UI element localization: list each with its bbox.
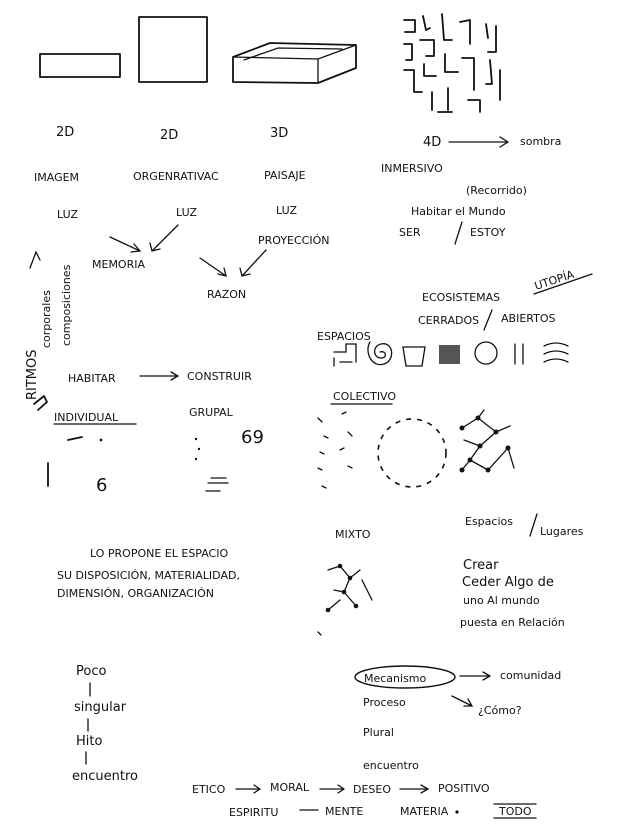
label-inmersivo: INMERSIVO <box>381 162 443 175</box>
label-memoria: MEMORIA <box>92 258 146 271</box>
label-corporales: corporales <box>40 290 53 348</box>
text-propone-3: DIMENSIÓN, ORGANIZACIÓN <box>57 587 214 600</box>
label-proyeccion: PROYECCIÓN <box>258 234 330 247</box>
label-construir: CONSTRUIR <box>187 370 252 383</box>
label-recorrido: (Recorrido) <box>466 184 527 197</box>
symbol-cup <box>403 347 425 366</box>
label-2d-a: 2D <box>56 125 75 140</box>
label-como: ¿Cómo? <box>478 704 522 717</box>
arrow-mecanismo-comunidad <box>460 672 490 680</box>
slash-ser-estoy <box>455 222 462 244</box>
arrow-luz-to-memoria-b <box>150 225 178 251</box>
symbol-bracket <box>334 344 356 366</box>
label-2d-b: 2D <box>160 128 179 143</box>
symbol-double-line <box>515 344 523 364</box>
serie-hito: Hito <box>76 734 103 749</box>
label-todo: TODO <box>499 805 532 818</box>
colectivo-network <box>460 410 515 473</box>
label-mente: MENTE <box>325 805 364 818</box>
label-abiertos: ABIERTOS <box>501 312 556 325</box>
arrow-proyeccion-to-razon <box>240 250 266 276</box>
label-num6: 6 <box>96 475 108 496</box>
label-estoy: ESTOY <box>470 226 506 239</box>
label-paisaje: PAISAJE <box>264 169 306 182</box>
label-lugares: Lugares <box>540 525 584 538</box>
label-deseo: DESEO <box>353 783 392 796</box>
shape-3d-box <box>233 43 356 83</box>
arrow-moral-deseo <box>320 785 344 793</box>
label-imagem: IMAGEM <box>34 171 80 184</box>
label-num69: 69 <box>241 427 264 448</box>
label-individual: INDIVIDUAL <box>54 411 119 424</box>
text-propone-2: SU DISPOSICIÓN, MATERIALIDAD, <box>57 569 240 582</box>
label-espacios-lugares-a: Espacios <box>465 515 513 528</box>
label-sombra: sombra <box>520 135 562 148</box>
label-materia: MATERIA <box>400 805 449 818</box>
arrow-habitar-construir <box>140 372 178 380</box>
grupal-dot-1 <box>195 438 197 440</box>
label-luz-a: LUZ <box>57 208 78 221</box>
grupal-dot-3 <box>195 458 197 460</box>
label-comunidad: comunidad <box>500 669 562 682</box>
text-puesta-relacion: puesta en Relación <box>460 616 565 629</box>
grupal-dot-2 <box>198 448 200 450</box>
arrow-etico-moral <box>236 785 260 793</box>
symbol-waves <box>544 343 568 362</box>
bottom-dot <box>455 810 458 813</box>
arrow-luz-to-memoria <box>110 237 140 252</box>
label-cerrados: CERRADOS <box>418 314 480 327</box>
shape-2d-rectangle <box>40 54 120 77</box>
text-ceder: Ceder Algo de <box>462 575 554 590</box>
label-composiciones: composiciones <box>60 264 73 346</box>
label-utopia: UTOPÍA <box>532 267 576 293</box>
label-plural: Plural <box>363 726 394 739</box>
text-uno-mundo: uno Al mundo <box>463 594 540 607</box>
colectivo-dashes <box>318 412 352 488</box>
individual-dot <box>100 439 103 442</box>
label-ecosistemas: ECOSISTEMAS <box>422 291 501 304</box>
serie-encuentro: encuentro <box>72 769 138 784</box>
label-proceso: Proceso <box>363 696 406 709</box>
text-crear: Crear <box>463 558 499 573</box>
label-positivo: POSITIVO <box>438 782 490 795</box>
label-colectivo: COLECTIVO <box>333 390 397 403</box>
text-propone-1: LO PROPONE EL ESPACIO <box>90 547 229 560</box>
arrow-4d-to-sombra <box>449 137 508 147</box>
colectivo-dashed-circle <box>378 419 446 487</box>
label-etico: ETICO <box>192 783 226 796</box>
arrow-memoria-to-razon <box>200 258 226 276</box>
label-4d: 4D <box>423 135 442 150</box>
arrow-proceso-como <box>452 696 472 706</box>
slash-cerrados-abiertos <box>484 310 492 330</box>
label-encuentro-b: encuentro <box>363 759 419 772</box>
slash-espacios-lugares <box>530 514 537 536</box>
arrow-deseo-positivo <box>400 785 428 793</box>
mixto-figure <box>318 564 372 635</box>
symbol-circle <box>475 342 497 364</box>
label-espacios: ESPACIOS <box>317 330 371 343</box>
label-grupal: GRUPAL <box>189 406 233 419</box>
label-razon: RAZON <box>207 288 247 301</box>
serie-poco: Poco <box>76 664 107 679</box>
label-espiritu: ESPIRITU <box>229 806 279 819</box>
shape-4d-scribble <box>404 14 500 112</box>
label-moral: MORAL <box>270 781 309 794</box>
label-luz-c: LUZ <box>276 204 297 217</box>
label-mecanismo: Mecanismo <box>364 672 427 685</box>
individual-stroke <box>68 437 82 440</box>
label-habitar-mundo: Habitar el Mundo <box>411 205 506 218</box>
label-luz-b: LUZ <box>176 206 197 219</box>
serie-singular: singular <box>74 700 127 715</box>
label-mixto: MIXTO <box>335 528 371 541</box>
label-organizativo: ORGENRATIVAC <box>133 170 219 183</box>
label-3d: 3D <box>270 126 289 141</box>
symbol-hatched-square <box>439 345 460 364</box>
label-ser: SER <box>399 226 421 239</box>
symbol-spiral <box>368 342 392 365</box>
label-habitar: HABITAR <box>68 372 116 385</box>
label-ritmos: RITMOS <box>25 349 40 400</box>
shape-2d-square <box>139 17 207 82</box>
arrow-up-side <box>30 252 40 268</box>
grupal-lines <box>206 478 228 491</box>
